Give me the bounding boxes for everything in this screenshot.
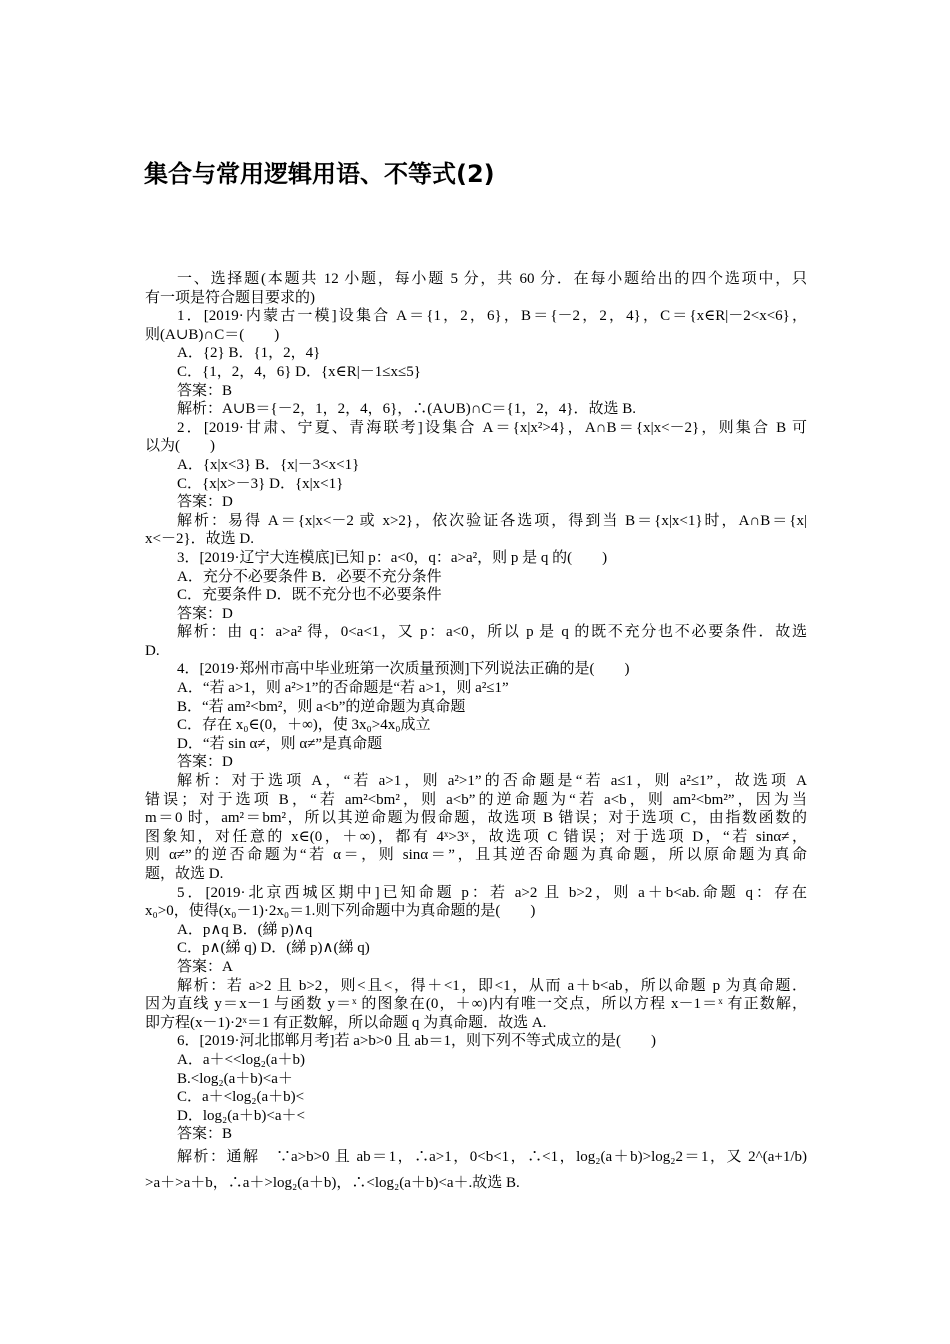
question-6-stem: 6．[2019·河北邯郸月考]若 a>b>0 且 ab＝1，则下列不等式成立的是( ) xyxy=(177,1033,656,1050)
text-line: 即方程(x－1)·2ˣ＝1 有正数解，所以命题 q 为真命题．故选 A. xyxy=(145,1014,547,1031)
text-line: m＝0 时，am²＝bm²，所以其逆命题为假命题，故选项 B 错误；对于选项 C，由指数函数的 xyxy=(145,810,807,827)
question-4-analysis: 解析：对于选项 A，“若 a>1，则 a²>1”的否命题是“若 a≤1，则 a²≤1”，故选项 A xyxy=(177,773,807,790)
question-5-options: A．p∧q B．(綈 p)∧q xyxy=(177,921,313,938)
question-2-options: C．{x|x>－3} D．{x|x<1} xyxy=(177,475,344,492)
question-4-option-d: D．“若 sin α≠，则 α≠”是真命题 xyxy=(177,735,383,752)
question-2-analysis: 解析：易得 A＝{x|x<－2 或 x>2}，依次验证各选项，得到当 B＝{x|x<1}时，A∩B＝{x| xyxy=(177,512,807,529)
question-6-option-d: D．log₂(a＋b)<a＋< xyxy=(177,1107,305,1124)
text-line: x<－2}．故选 D. xyxy=(145,531,254,548)
question-1-answer: 答案：B xyxy=(177,382,233,399)
text-line: 则 α≠”的逆否命题为“若 α＝，则 sinα＝”，且其逆否命题为真命题，所以原命题为真命 xyxy=(145,847,807,864)
question-5-analysis: 解析：若 a>2 且 b>2，则<且<，得＋<1，即<1，从而 a＋b<ab，所以命题 p 为真命题． xyxy=(177,977,807,994)
text-line: 以为( ) xyxy=(145,438,215,455)
question-1-analysis: 解析：A∪B＝{－2，1，2，4，6}，∴(A∪B)∩C＝{1，2，4}．故选 B. xyxy=(177,401,636,418)
text-line: 则(A∪B)∩C＝( ) xyxy=(145,326,280,343)
question-2-stem: 2．[2019·甘肃、宁夏、青海联考]设集合 A＝{x|x²>4}，A∩B＝{x|x<－2}，则集合 B 可 xyxy=(177,419,807,436)
document-body xyxy=(145,270,807,1196)
question-3-stem: 3．[2019·辽宁大连模底]已知 p：a<0，q：a>a²，则 p 是 q 的( ) xyxy=(177,549,608,566)
text-line: x₀>0，使得(x₀－1)·2x₀＝1.则下列命题中为真命题的是( ) xyxy=(145,903,536,920)
question-1-stem: 1．[2019·内蒙古一模]设集合 A＝{1，2，6}，B＝{－2，2，4}，C＝{x∈R|－2<x<6}， xyxy=(177,308,807,325)
question-4-stem: 4．[2019·郑州市高中毕业班第一次质量预测]下列说法正确的是( ) xyxy=(177,661,630,678)
question-6-option-b: B.<log₂(a＋b)<a＋ xyxy=(177,1070,293,1087)
question-1-options: C．{1，2，4，6} D．{x∈R|－1≤x≤5} xyxy=(177,363,421,380)
question-2-options: A．{x|x<3} B．{x|－3<x<1} xyxy=(177,456,360,473)
text-line: 错误；对于选项 B，“若 am²<bm²，则 a<b”的逆命题为“若 a<b，则 am²<bm²”，因为当 xyxy=(145,791,807,808)
question-6-option-a: A．a＋<<log₂(a＋b) xyxy=(177,1051,305,1068)
question-4-option-a: A．“若 a>1，则 a²>1”的否命题是“若 a>1，则 a²≤1” xyxy=(177,680,509,697)
text-line: 因为直线 y＝x－1 与函数 y＝ˣ 的图象在(0，＋∞)内有唯一交点，所以方程 x－1＝ˣ 有正数解， xyxy=(145,996,807,1013)
text-line: >a＋>a＋b，∴a＋>log₂(a＋b)，∴<log₂(a＋b)<a＋.故选 B. xyxy=(145,1174,520,1191)
question-3-options: A．充分不必要条件 B．必要不充分条件 xyxy=(177,568,442,585)
question-5-stem: 5．[2019·北京西城区期中]已知命题 p：若 a>2 且 b>2，则 a＋b<ab.命题 q：存在 xyxy=(177,884,807,901)
question-4-option-b: B．“若 am²<bm²，则 a<b”的逆命题为真命题 xyxy=(177,698,466,715)
question-1-options: A．{2} B．{1，2，4} xyxy=(177,345,321,362)
question-5-options: C．p∧(綈 q) D．(綈 p)∧(綈 q) xyxy=(177,940,370,957)
question-5-answer: 答案：A xyxy=(177,958,233,975)
question-3-options: C．充要条件 D．既不充分也不必要条件 xyxy=(177,587,442,604)
text-line: 有一项是符合题目要求的) xyxy=(145,289,315,306)
section-heading: 一、选择题(本题共 12 小题，每小题 5 分，共 60 分．在每小题给出的四个选项中，只 xyxy=(177,271,807,287)
text-line: D. xyxy=(145,642,160,659)
question-3-answer: 答案：D xyxy=(177,605,233,622)
text-line: 题，故选 D. xyxy=(145,866,224,882)
question-6-option-c: C．a＋<log₂(a＋b)< xyxy=(177,1089,305,1106)
question-4-option-c: C．存在 x₀∈(0，＋∞)，使 3x₀>4x₀成立 xyxy=(177,717,431,734)
question-4-answer: 答案：D xyxy=(177,754,233,771)
question-3-analysis: 解析：由 q：a>a² 得，0<a<1，又 p：a<0，所以 p 是 q 的既不充分也不必要条件．故选 xyxy=(177,624,808,641)
question-6-analysis: 解析：通解 ∵a>b>0 且 ab＝1，∴a>1，0<b<1，∴<1，log₂(a＋b)>log₂2＝1，又 2^(a+1/b) xyxy=(177,1148,807,1165)
document-title: 集合与常用逻辑用语、不等式(2) xyxy=(144,160,495,188)
question-6-answer: 答案：B xyxy=(177,1126,233,1143)
text-line: 图象知，对任意的 x∈(0，＋∞)，都有 4ˣ>3ˣ，故选项 C 错误；对于选项 D，“若 sinα≠， xyxy=(145,828,807,845)
question-2-answer: 答案：D xyxy=(177,494,233,511)
